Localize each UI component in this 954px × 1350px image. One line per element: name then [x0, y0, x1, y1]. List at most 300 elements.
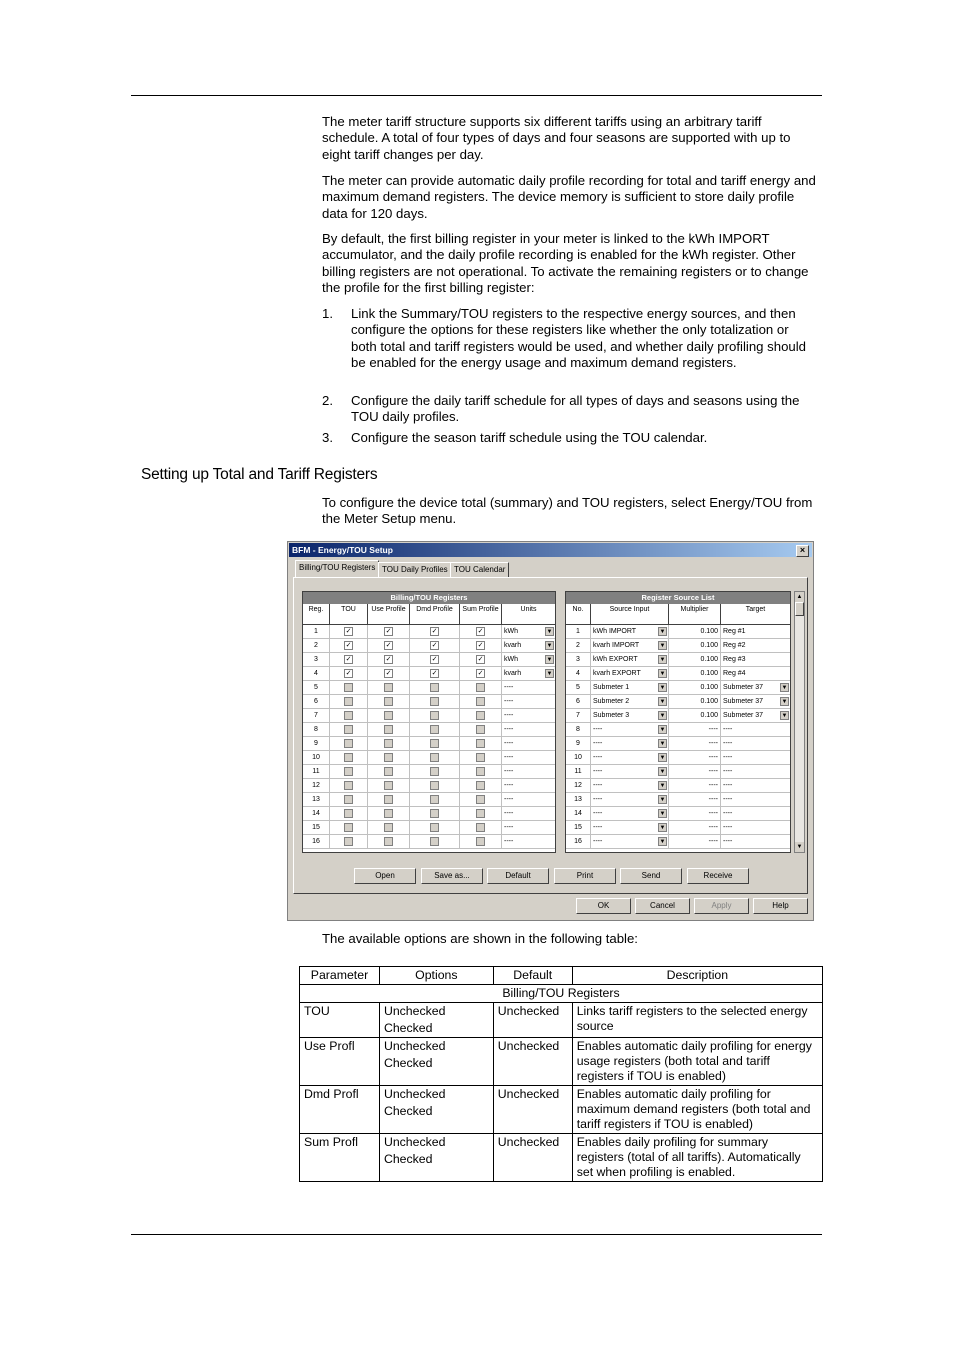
no-value: 13 [574, 796, 582, 803]
sum-profile-checkbox[interactable] [460, 807, 502, 820]
tou-checkbox[interactable] [330, 737, 368, 750]
checkbox-icon [476, 809, 485, 818]
col-multiplier: Multiplier [669, 604, 721, 624]
source-row [566, 667, 790, 681]
billing-row [303, 667, 555, 681]
dmd-profile-checkbox[interactable] [410, 835, 460, 848]
chevron-down-icon[interactable]: ▼ [659, 741, 666, 747]
target-select[interactable] [721, 625, 790, 638]
units-select[interactable] [502, 807, 555, 820]
units-select[interactable] [502, 625, 555, 638]
tou-checkbox[interactable] [330, 709, 368, 722]
billing-reg-cell: 10 [303, 751, 330, 764]
units-value: ---- [504, 726, 514, 733]
use-profile-checkbox[interactable] [368, 793, 410, 806]
checkbox-icon [430, 697, 439, 706]
units-select[interactable] [502, 695, 555, 708]
source-input-select[interactable] [591, 625, 669, 638]
energy-tou-setup-dialog [287, 541, 814, 921]
units-select[interactable] [502, 681, 555, 694]
billing-row [303, 653, 555, 667]
billing-row [303, 737, 555, 751]
tou-checkbox[interactable] [330, 681, 368, 694]
scroll-up-icon[interactable]: ▲ [796, 594, 803, 600]
units-select[interactable] [502, 667, 555, 680]
billing-row [303, 709, 555, 723]
source-input-select[interactable] [591, 835, 669, 848]
option-unchecked: Unchecked [383, 1135, 446, 1149]
units-select[interactable] [502, 639, 555, 652]
target-select[interactable] [721, 709, 790, 722]
sum-profile-checkbox[interactable] [460, 737, 502, 750]
option-checked: Checked [383, 1104, 433, 1118]
units-select[interactable] [502, 653, 555, 666]
checkbox-icon [384, 697, 393, 706]
mult-value: 0.100 [700, 642, 718, 649]
use-profile-checkbox[interactable] [368, 737, 410, 750]
help-button[interactable]: Help [753, 898, 808, 914]
chevron-down-icon[interactable]: ▼ [546, 629, 553, 635]
step-number: 3. [322, 430, 333, 445]
use-profile-checkbox[interactable] [368, 807, 410, 820]
billing-row [303, 723, 555, 737]
tou-checkbox[interactable] [330, 723, 368, 736]
multiplier-cell[interactable] [669, 821, 721, 834]
source-input-select[interactable] [591, 639, 669, 652]
col-source-input: Source Input [591, 604, 669, 624]
units-value: ---- [504, 712, 514, 719]
target-value: ---- [723, 782, 733, 789]
tab-tou-daily-profiles[interactable]: TOU Daily Profiles [378, 562, 452, 577]
col-units: Units [520, 606, 537, 613]
tou-checkbox[interactable] [330, 751, 368, 764]
multiplier-cell[interactable] [669, 807, 721, 820]
checkbox-icon [430, 781, 439, 790]
units-select[interactable] [502, 751, 555, 764]
source-row [566, 779, 790, 793]
checkbox-icon: ✓ [345, 627, 352, 635]
ok-button[interactable]: OK [576, 898, 631, 914]
sum-profile-checkbox[interactable] [460, 695, 502, 708]
use-profile-checkbox[interactable] [368, 765, 410, 778]
tou-checkbox[interactable] [330, 835, 368, 848]
no-value: 11 [574, 768, 582, 775]
dmd-profile-checkbox[interactable] [410, 821, 460, 834]
dmd-profile-checkbox[interactable] [410, 737, 460, 750]
multiplier-cell[interactable] [669, 737, 721, 750]
billing-reg-cell: 9 [303, 737, 330, 750]
chevron-down-icon[interactable]: ▼ [546, 657, 553, 663]
mult-value: ---- [708, 796, 718, 803]
billing-row [303, 793, 555, 807]
sum-profile-checkbox[interactable] [460, 625, 502, 638]
units-select[interactable] [502, 835, 555, 848]
chevron-down-icon[interactable]: ▼ [659, 657, 666, 663]
checkbox-icon: ✓ [385, 655, 392, 663]
source-input-select[interactable] [591, 793, 669, 806]
chevron-down-icon[interactable]: ▼ [659, 643, 666, 649]
units-select[interactable] [502, 737, 555, 750]
source-no-cell [566, 653, 591, 666]
tab-tou-calendar[interactable]: TOU Calendar [450, 562, 509, 577]
sum-profile-checkbox[interactable] [460, 821, 502, 834]
step-text: Configure the daily tariff schedule for all types of days and seasons using the TOU daily profiles. [351, 393, 800, 425]
chevron-down-icon[interactable]: ▼ [659, 811, 666, 817]
checkbox-icon [384, 711, 393, 720]
table-row [300, 1038, 823, 1086]
multiplier-cell[interactable] [669, 793, 721, 806]
target-select[interactable] [721, 681, 790, 694]
tou-checkbox[interactable] [330, 667, 368, 680]
checkbox-icon [384, 767, 393, 776]
input-value: ---- [593, 754, 603, 761]
checkbox-icon [344, 739, 353, 748]
units-value: ---- [504, 838, 514, 845]
dmd-profile-checkbox[interactable] [410, 639, 460, 652]
checkbox-icon [430, 809, 439, 818]
dialog-titlebar [289, 543, 812, 557]
tou-checkbox[interactable] [330, 639, 368, 652]
source-input-select[interactable] [591, 821, 669, 834]
no-value: 14 [574, 810, 582, 817]
input-value: ---- [593, 796, 603, 803]
units-select[interactable] [502, 793, 555, 806]
chevron-down-icon[interactable]: ▼ [659, 671, 666, 677]
target-select[interactable] [721, 751, 790, 764]
billing-grid-header: Billing/TOU Registers [303, 592, 555, 604]
source-input-select[interactable] [591, 807, 669, 820]
checkbox-icon: ✓ [431, 627, 438, 635]
billing-reg-cell: 11 [303, 765, 330, 778]
chevron-down-icon[interactable]: ▼ [659, 769, 666, 775]
cancel-button[interactable]: Cancel [635, 898, 690, 914]
sum-profile-checkbox[interactable] [460, 765, 502, 778]
section-label: Billing/TOU Registers [300, 985, 823, 1003]
use-profile-checkbox[interactable] [368, 723, 410, 736]
dmd-profile-checkbox[interactable] [410, 751, 460, 764]
dmd-profile-checkbox[interactable] [410, 765, 460, 778]
use-profile-checkbox[interactable] [368, 625, 410, 638]
mult-value: 0.100 [700, 684, 718, 691]
target-select[interactable] [721, 821, 790, 834]
param-cell: TOU [300, 1003, 380, 1038]
options-cell [379, 1038, 493, 1086]
multiplier-cell[interactable] [669, 765, 721, 778]
use-profile-checkbox[interactable] [368, 681, 410, 694]
sum-profile-checkbox[interactable] [460, 793, 502, 806]
source-row [566, 653, 790, 667]
description-cell: Enables automatic daily profiling for maximum demand registers (both total and tariff registers if TOU is enabled) [572, 1086, 822, 1134]
billing-row [303, 681, 555, 695]
source-input-select[interactable] [591, 765, 669, 778]
save-as-button[interactable]: Save as... [421, 868, 483, 884]
chevron-down-icon[interactable]: ▼ [659, 797, 666, 803]
checkbox-icon [344, 823, 353, 832]
sum-profile-checkbox[interactable] [460, 835, 502, 848]
mult-value: 0.100 [700, 698, 718, 705]
use-profile-checkbox[interactable] [368, 667, 410, 680]
units-select[interactable] [502, 765, 555, 778]
units-value: ---- [504, 768, 514, 775]
multiplier-cell[interactable] [669, 681, 721, 694]
scroll-thumb[interactable] [795, 602, 804, 616]
no-value: 3 [576, 656, 580, 663]
close-icon[interactable]: × [796, 545, 809, 557]
billing-reg-cell: 7 [303, 709, 330, 722]
sum-profile-checkbox[interactable] [460, 751, 502, 764]
tou-checkbox[interactable] [330, 807, 368, 820]
source-no-cell [566, 835, 591, 848]
col-target: Target [745, 606, 766, 613]
sum-profile-checkbox[interactable] [460, 723, 502, 736]
billing-row [303, 835, 555, 849]
source-scrollbar[interactable] [794, 591, 805, 853]
checkbox-icon [430, 725, 439, 734]
multiplier-cell[interactable] [669, 835, 721, 848]
tou-checkbox[interactable] [330, 695, 368, 708]
use-profile-checkbox[interactable] [368, 751, 410, 764]
units-value: ---- [504, 740, 514, 747]
checkbox-icon [476, 711, 485, 720]
multiplier-cell[interactable] [669, 667, 721, 680]
chevron-down-icon[interactable]: ▼ [659, 727, 666, 733]
target-select[interactable] [721, 695, 790, 708]
tou-checkbox[interactable] [330, 625, 368, 638]
multiplier-cell[interactable] [669, 709, 721, 722]
dmd-profile-checkbox[interactable] [410, 625, 460, 638]
billing-reg-cell: 5 [303, 681, 330, 694]
mult-value: 0.100 [700, 656, 718, 663]
multiplier-cell[interactable] [669, 751, 721, 764]
dmd-profile-checkbox[interactable] [410, 793, 460, 806]
checkbox-icon [344, 795, 353, 804]
multiplier-cell[interactable] [669, 695, 721, 708]
source-input-select[interactable] [591, 681, 669, 694]
mult-value: ---- [708, 810, 718, 817]
target-select[interactable] [721, 737, 790, 750]
source-no-cell [566, 821, 591, 834]
units-select[interactable] [502, 709, 555, 722]
sum-profile-checkbox[interactable] [460, 653, 502, 666]
units-value: ---- [504, 754, 514, 761]
input-value: kvarh IMPORT [593, 642, 640, 649]
step-number: 2. [322, 393, 333, 408]
source-input-select[interactable] [591, 779, 669, 792]
billing-row [303, 821, 555, 835]
sum-profile-checkbox[interactable] [460, 667, 502, 680]
billing-row [303, 639, 555, 653]
chevron-down-icon[interactable]: ▼ [781, 685, 788, 691]
multiplier-cell[interactable] [669, 639, 721, 652]
table-intro: The available options are shown in the following table: [322, 931, 638, 946]
input-value: kWh EXPORT [593, 656, 638, 663]
target-select[interactable] [721, 667, 790, 680]
billing-row [303, 625, 555, 639]
source-input-select[interactable] [591, 667, 669, 680]
param-cell: Use Profl [300, 1038, 380, 1086]
dmd-profile-checkbox[interactable] [410, 709, 460, 722]
checkbox-icon [384, 823, 393, 832]
chevron-down-icon[interactable]: ▼ [781, 713, 788, 719]
multiplier-cell[interactable] [669, 653, 721, 666]
target-select[interactable] [721, 639, 790, 652]
tou-checkbox[interactable] [330, 779, 368, 792]
target-select[interactable] [721, 653, 790, 666]
sum-profile-checkbox[interactable] [460, 639, 502, 652]
source-input-select[interactable] [591, 737, 669, 750]
dmd-profile-checkbox[interactable] [410, 779, 460, 792]
header-description: Description [572, 967, 822, 985]
default-cell: Unchecked [493, 1003, 572, 1038]
open-button[interactable]: Open [354, 868, 416, 884]
billing-reg-cell: 1 [303, 625, 330, 638]
billing-reg-cell: 8 [303, 723, 330, 736]
mult-value: ---- [708, 824, 718, 831]
checkbox-icon [384, 683, 393, 692]
default-button[interactable]: Default [487, 868, 549, 884]
sum-profile-checkbox[interactable] [460, 681, 502, 694]
source-row [566, 681, 790, 695]
mult-value: ---- [708, 782, 718, 789]
billing-reg-cell: 2 [303, 639, 330, 652]
source-row [566, 835, 790, 849]
source-input-select[interactable] [591, 751, 669, 764]
tou-checkbox[interactable] [330, 821, 368, 834]
source-input-select[interactable] [591, 723, 669, 736]
option-unchecked: Unchecked [383, 1004, 446, 1018]
checkbox-icon [384, 781, 393, 790]
source-no-cell [566, 681, 591, 694]
chevron-down-icon[interactable]: ▼ [781, 699, 788, 705]
checkbox-icon [476, 795, 485, 804]
billing-row [303, 751, 555, 765]
receive-button[interactable]: Receive [687, 868, 749, 884]
source-input-select[interactable] [591, 653, 669, 666]
checkbox-icon: ✓ [431, 641, 438, 649]
source-no-cell [566, 751, 591, 764]
billing-row [303, 695, 555, 709]
units-select[interactable] [502, 821, 555, 834]
dmd-profile-checkbox[interactable] [410, 681, 460, 694]
source-row [566, 807, 790, 821]
checkbox-icon [476, 753, 485, 762]
no-value: 5 [576, 684, 580, 691]
chevron-down-icon[interactable]: ▼ [659, 685, 666, 691]
checkbox-icon: ✓ [477, 641, 484, 649]
target-select[interactable] [721, 793, 790, 806]
print-button[interactable]: Print [554, 868, 616, 884]
scroll-down-icon[interactable]: ▼ [796, 844, 803, 850]
checkbox-icon: ✓ [431, 655, 438, 663]
dmd-profile-checkbox[interactable] [410, 723, 460, 736]
source-row [566, 793, 790, 807]
sum-profile-checkbox[interactable] [460, 779, 502, 792]
section-heading: Setting up Total and Tariff Registers [141, 466, 378, 483]
col-sum-profile: Sum Profile [460, 604, 502, 624]
multiplier-cell[interactable] [669, 723, 721, 736]
dmd-profile-checkbox[interactable] [410, 695, 460, 708]
tab-billing-tou-registers[interactable]: Billing/TOU Registers [295, 560, 379, 578]
chevron-down-icon[interactable]: ▼ [659, 699, 666, 705]
target-select[interactable] [721, 807, 790, 820]
no-value: 4 [576, 670, 580, 677]
checkbox-icon [430, 739, 439, 748]
input-value: ---- [593, 810, 603, 817]
use-profile-checkbox[interactable] [368, 835, 410, 848]
source-row [566, 639, 790, 653]
checkbox-icon [476, 781, 485, 790]
use-profile-checkbox[interactable] [368, 639, 410, 652]
billing-reg-cell: 16 [303, 835, 330, 848]
tou-checkbox[interactable] [330, 765, 368, 778]
chevron-down-icon[interactable]: ▼ [659, 839, 666, 845]
checkbox-icon [344, 725, 353, 734]
multiplier-cell[interactable] [669, 779, 721, 792]
checkbox-icon: ✓ [385, 627, 392, 635]
tou-checkbox[interactable] [330, 793, 368, 806]
target-select[interactable] [721, 835, 790, 848]
checkbox-icon: ✓ [385, 669, 392, 677]
source-no-cell [566, 639, 591, 652]
billing-reg-cell: 14 [303, 807, 330, 820]
use-profile-checkbox[interactable] [368, 709, 410, 722]
tou-checkbox[interactable] [330, 653, 368, 666]
apply-button[interactable]: Apply [694, 898, 749, 914]
chevron-down-icon[interactable]: ▼ [659, 825, 666, 831]
checkbox-icon [384, 837, 393, 846]
checkbox-icon [430, 711, 439, 720]
use-profile-checkbox[interactable] [368, 695, 410, 708]
checkbox-icon: ✓ [477, 669, 484, 677]
multiplier-cell[interactable] [669, 625, 721, 638]
use-profile-checkbox[interactable] [368, 779, 410, 792]
chevron-down-icon[interactable]: ▼ [546, 671, 553, 677]
source-no-cell [566, 779, 591, 792]
checkbox-icon [476, 837, 485, 846]
send-button[interactable]: Send [620, 868, 682, 884]
option-checked: Checked [383, 1056, 433, 1070]
units-select[interactable] [502, 779, 555, 792]
checkbox-icon: ✓ [385, 641, 392, 649]
chevron-down-icon[interactable]: ▼ [659, 755, 666, 761]
billing-row [303, 779, 555, 793]
register-source-grid [565, 591, 791, 853]
target-select[interactable] [721, 723, 790, 736]
units-value: ---- [504, 684, 514, 691]
input-value: ---- [593, 838, 603, 845]
options-cell [379, 1134, 493, 1182]
use-profile-checkbox[interactable] [368, 653, 410, 666]
input-value: kvarh EXPORT [593, 670, 641, 677]
source-input-select[interactable] [591, 695, 669, 708]
dmd-profile-checkbox[interactable] [410, 667, 460, 680]
checkbox-icon [476, 767, 485, 776]
target-select[interactable] [721, 765, 790, 778]
units-select[interactable] [502, 723, 555, 736]
dmd-profile-checkbox[interactable] [410, 807, 460, 820]
dmd-profile-checkbox[interactable] [410, 653, 460, 666]
use-profile-checkbox[interactable] [368, 821, 410, 834]
chevron-down-icon[interactable]: ▼ [659, 783, 666, 789]
sum-profile-checkbox[interactable] [460, 709, 502, 722]
chevron-down-icon[interactable]: ▼ [659, 629, 666, 635]
target-select[interactable] [721, 779, 790, 792]
param-cell: Sum Profl [300, 1134, 380, 1182]
no-value: 15 [574, 824, 582, 831]
chevron-down-icon[interactable]: ▼ [659, 713, 666, 719]
chevron-down-icon[interactable]: ▼ [546, 643, 553, 649]
source-input-select[interactable] [591, 709, 669, 722]
